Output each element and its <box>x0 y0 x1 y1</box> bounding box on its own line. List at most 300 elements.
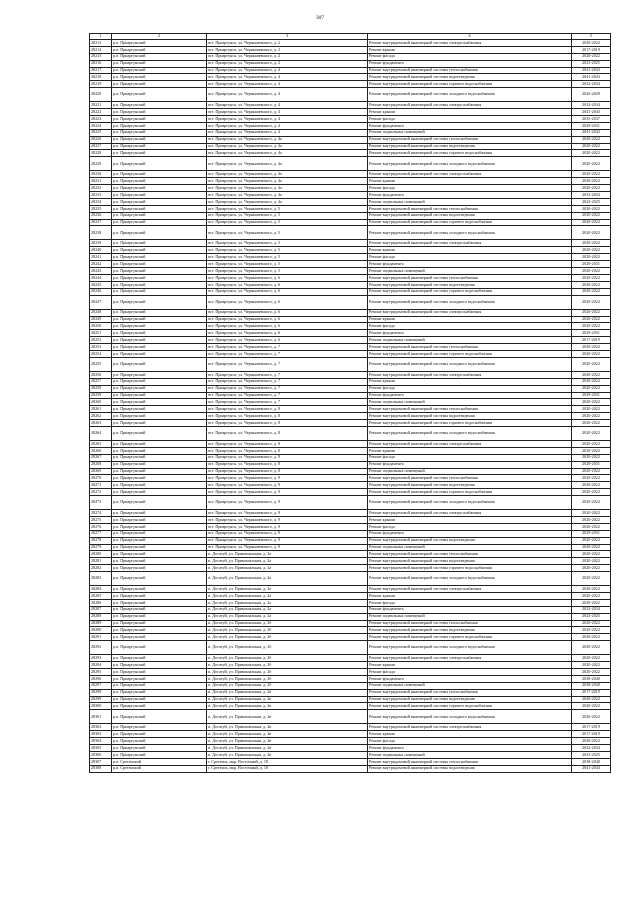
table-row <box>90 81 611 88</box>
cell-work-type: Ремонт внутридомовой инженерной системы водоотведения <box>368 413 572 420</box>
cell-address: п. Досатуй, ул. Привокзальная, д. 2б <box>207 675 368 682</box>
cell-address: пгт. Приаргунск, ул. Чернышевского, д. 9 <box>207 489 368 496</box>
cell-address: пгт. Приаргунск, ул. Чернышевского, д. 4а <box>207 192 368 199</box>
cell-work-type: Ремонт крыши <box>368 109 572 116</box>
cell-period: 2020-2022 <box>572 185 611 192</box>
table-row <box>90 572 611 586</box>
cell-address: пгт. Приаргунск, ул. Чернышевского, д. 4а <box>207 136 368 143</box>
cell-address: пгт. Приаргунск, ул. Чернышевского, д. 4 <box>207 67 368 74</box>
cell-address: п. Досатуй, ул. Привокзальная, д. 2а <box>207 606 368 613</box>
table-row <box>90 420 611 427</box>
table-row <box>90 461 611 468</box>
cell-work-type: Ремонт внутридомовой инженерной системы холодного водоснабжения <box>368 641 572 655</box>
cell-row-number: 28219 <box>90 81 112 88</box>
table-row <box>90 281 611 288</box>
cell-address: пгт. Приаргунск, ул. Чернышевского, д. 6 <box>207 323 368 330</box>
cell-municipality: р.п. Приаргунский <box>112 516 207 523</box>
cell-municipality: р.п. Приаргунский <box>112 288 207 295</box>
table-row <box>90 205 611 212</box>
cell-address: пгт. Приаргунск, ул. Чернышевского, д. 9 <box>207 544 368 551</box>
table-row <box>90 185 611 192</box>
cell-municipality: р.п. Приаргунский <box>112 67 207 74</box>
cell-period: 2020-2022 <box>572 696 611 703</box>
cell-period: 2020-2022 <box>572 240 611 247</box>
cell-row-number: 28230 <box>90 171 112 178</box>
cell-address: пгт. Приаргунск, ул. Чернышевского, д. 5 <box>207 219 368 226</box>
cell-municipality: р.п. Приаргунский <box>112 675 207 682</box>
cell-address: пгт. Приаргунск, ул. Чернышевского, д. 7 <box>207 371 368 378</box>
cell-period: 2020-2022 <box>572 309 611 316</box>
cell-row-number: 28277 <box>90 530 112 537</box>
cell-period: 2029-2031 <box>572 392 611 399</box>
cell-address: пгт. Приаргунск, ул. Чернышевского, д. 5 <box>207 254 368 261</box>
table-row <box>90 323 611 330</box>
cell-work-type: Ремонт внутридомовой инженерной системы водоотведения <box>368 281 572 288</box>
cell-row-number: 28304 <box>90 738 112 745</box>
cell-row-number: 28255 <box>90 357 112 371</box>
table-row <box>90 268 611 275</box>
cell-address: пгт. Приаргунск, ул. Чернышевского, д. 4 <box>207 116 368 123</box>
cell-row-number: 28299 <box>90 696 112 703</box>
table-row <box>90 731 611 738</box>
table-row <box>90 74 611 81</box>
cell-work-type: Ремонт внутридомовой инженерной системы водоотведения <box>368 482 572 489</box>
cell-work-type: Ремонт крыши <box>368 447 572 454</box>
cell-work-type: Ремонт внутридомовой инженерной системы теплоснабжения <box>368 136 572 143</box>
cell-row-number: 28237 <box>90 219 112 226</box>
cell-row-number: 28236 <box>90 212 112 219</box>
cell-work-type: Ремонт внутридомовой инженерной системы водоотведения <box>368 696 572 703</box>
cell-period: 2017-2019 <box>572 337 611 344</box>
cell-row-number: 28253 <box>90 344 112 351</box>
cell-municipality: р.п. Приаргунский <box>112 240 207 247</box>
cell-work-type: Ремонт фундамента <box>368 192 572 199</box>
cell-address: пгт. Приаргунск, ул. Чернышевского, д. 2 <box>207 60 368 67</box>
cell-address: пгт. Приаргунск, ул. Чернышевского, д. 5 <box>207 212 368 219</box>
cell-work-type: Ремонт фундамента <box>368 392 572 399</box>
table-row <box>90 565 611 572</box>
cell-row-number: 28218 <box>90 74 112 81</box>
cell-municipality: р.п. Приаргунский <box>112 447 207 454</box>
table-row <box>90 710 611 724</box>
cell-period: 2041-2043 <box>572 74 611 81</box>
table-row <box>90 102 611 109</box>
table-body <box>90 40 611 773</box>
cell-municipality: р.п. Приаргунский <box>112 295 207 309</box>
cell-period: 2020-2022 <box>572 523 611 530</box>
cell-address: пгт. Приаргунск, ул. Чернышевского, д. 2 <box>207 40 368 47</box>
cell-period: 2020-2022 <box>572 150 611 157</box>
cell-address: пгт. Приаргунск, ул. Чернышевского, д. 6 <box>207 295 368 309</box>
cell-municipality: р.п. Приаргунский <box>112 696 207 703</box>
cell-address: п. Досатуй, ул. Привокзальная, д. 2б <box>207 641 368 655</box>
table-row <box>90 724 611 731</box>
cell-row-number: 28227 <box>90 143 112 150</box>
cell-row-number: 28217 <box>90 67 112 74</box>
cell-period: 2020-2022 <box>572 627 611 634</box>
cell-row-number: 28284 <box>90 586 112 593</box>
cell-row-number: 28283 <box>90 572 112 586</box>
cell-work-type: Ремонт подвальных помещений <box>368 129 572 136</box>
cell-municipality: р.п. Приаргунский <box>112 185 207 192</box>
cell-municipality: р.п. Приаргунский <box>112 316 207 323</box>
cell-address: пгт. Приаргунск, ул. Чернышевского, д. 8 <box>207 420 368 427</box>
table-row <box>90 295 611 309</box>
cell-period: 2020-2022 <box>572 247 611 254</box>
table-row <box>90 696 611 703</box>
cell-period: 2020-2022 <box>572 157 611 171</box>
cell-row-number: 28272 <box>90 489 112 496</box>
cell-period: 2020-2022 <box>572 641 611 655</box>
cell-address: п. Досатуй, ул. Привокзальная, д. 2в <box>207 724 368 731</box>
cell-row-number: 28224 <box>90 122 112 129</box>
cell-row-number: 28245 <box>90 281 112 288</box>
cell-period: 2020-2022 <box>572 399 611 406</box>
table-row <box>90 738 611 745</box>
cell-work-type: Ремонт крыши <box>368 316 572 323</box>
table-row <box>90 426 611 440</box>
cell-address: г. Сретенск, мкр. Восточный, д. 18 <box>207 765 368 772</box>
cell-row-number: 28296 <box>90 675 112 682</box>
cell-period: 2020-2022 <box>572 440 611 447</box>
cell-municipality: р.п. Приаргунский <box>112 751 207 758</box>
cell-municipality: р.п. Приаргунский <box>112 357 207 371</box>
cell-address: п. Досатуй, ул. Привокзальная, д. 2б <box>207 620 368 627</box>
cell-address: пгт. Приаргунск, ул. Чернышевского, д. 8 <box>207 413 368 420</box>
cell-work-type: Ремонт фасада <box>368 523 572 530</box>
cell-municipality: р.п. Приаргунский <box>112 669 207 676</box>
cell-period: 2038-2040 <box>572 758 611 765</box>
cell-period: 2017-2019 <box>572 731 611 738</box>
cell-address: пгт. Приаргунск, ул. Чернышевского, д. 9 <box>207 510 368 517</box>
cell-period: 2020-2022 <box>572 406 611 413</box>
cell-row-number: 28259 <box>90 392 112 399</box>
cell-row-number: 28281 <box>90 558 112 565</box>
cell-address: п. Досатуй, ул. Привокзальная, д. 2б <box>207 662 368 669</box>
cell-address: пгт. Приаргунск, ул. Чернышевского, д. 7 <box>207 357 368 371</box>
cell-work-type: Ремонт внутридомовой инженерной системы электроснабжения <box>368 240 572 247</box>
cell-period: 2038-2040 <box>572 682 611 689</box>
table-row <box>90 67 611 74</box>
column-header: 5 <box>572 34 611 40</box>
cell-work-type: Ремонт крыши <box>368 662 572 669</box>
cell-address: п. Досатуй, ул. Привокзальная, д. 2б <box>207 682 368 689</box>
cell-work-type: Ремонт крыши <box>368 247 572 254</box>
cell-work-type: Ремонт фасада <box>368 323 572 330</box>
cell-address: пгт. Приаргунск, ул. Чернышевского, д. 9 <box>207 482 368 489</box>
cell-row-number: 28286 <box>90 599 112 606</box>
cell-municipality: р.п. Приаргунский <box>112 392 207 399</box>
cell-work-type: Ремонт внутридомовой инженерной системы горячего водоснабжения <box>368 81 572 88</box>
cell-work-type: Ремонт подвальных помещений <box>368 337 572 344</box>
cell-row-number: 28263 <box>90 420 112 427</box>
table-row <box>90 523 611 530</box>
cell-work-type: Ремонт внутридомовой инженерной системы водоотведения <box>368 765 572 772</box>
cell-row-number: 28268 <box>90 461 112 468</box>
cell-work-type: Ремонт внутридомовой инженерной системы электроснабжения <box>368 724 572 731</box>
cell-municipality: р.п. Приаргунский <box>112 192 207 199</box>
column-header: 4 <box>368 34 572 40</box>
table-row <box>90 758 611 765</box>
cell-municipality: р.п. Приаргунский <box>112 344 207 351</box>
cell-address: п. Досатуй, ул. Привокзальная, д. 2а <box>207 558 368 565</box>
cell-municipality: р.п. Приаргунский <box>112 122 207 129</box>
cell-row-number: 28291 <box>90 634 112 641</box>
cell-period: 2020-2022 <box>572 551 611 558</box>
cell-address: пгт. Приаргунск, ул. Чернышевского, д. 4а <box>207 198 368 205</box>
cell-work-type: Ремонт фасада <box>368 116 572 123</box>
table-row <box>90 468 611 475</box>
cell-address: пгт. Приаргунск, ул. Чернышевского, д. 8 <box>207 426 368 440</box>
cell-municipality: р.п. Приаргунский <box>112 53 207 60</box>
cell-municipality: р.п. Приаргунский <box>112 40 207 47</box>
cell-period: 2020-2022 <box>572 454 611 461</box>
cell-row-number: 28264 <box>90 426 112 440</box>
table-row <box>90 516 611 523</box>
cell-row-number: 28220 <box>90 88 112 102</box>
cell-work-type: Ремонт внутридомовой инженерной системы холодного водоснабжения <box>368 572 572 586</box>
cell-municipality: р.п. Приаргунский <box>112 81 207 88</box>
table-row <box>90 558 611 565</box>
table-row <box>90 530 611 537</box>
table-row <box>90 178 611 185</box>
cell-row-number: 28225 <box>90 129 112 136</box>
cell-period: 2020-2022 <box>572 710 611 724</box>
cell-municipality: р.п. Приаргунский <box>112 613 207 620</box>
table-row <box>90 116 611 123</box>
cell-work-type: Ремонт внутридомовой инженерной системы водоотведения <box>368 537 572 544</box>
cell-period: 2020-2022 <box>572 510 611 517</box>
cell-municipality: р.п. Приаргунский <box>112 454 207 461</box>
cell-row-number: 28244 <box>90 274 112 281</box>
cell-municipality: р.п. Приаргунский <box>112 565 207 572</box>
cell-work-type: Ремонт фундамента <box>368 530 572 537</box>
cell-work-type: Ремонт крыши <box>368 516 572 523</box>
cell-row-number: 28228 <box>90 150 112 157</box>
cell-municipality: р.п. Приаргунский <box>112 523 207 530</box>
table-row <box>90 261 611 268</box>
cell-address: пгт. Приаргунск, ул. Чернышевского, д. 7 <box>207 399 368 406</box>
cell-municipality: р.п. Приаргунский <box>112 109 207 116</box>
cell-work-type: Ремонт фасада <box>368 738 572 745</box>
cell-period: 2020-2022 <box>572 447 611 454</box>
cell-work-type: Ремонт фундамента <box>368 122 572 129</box>
table-row <box>90 627 611 634</box>
table-row <box>90 350 611 357</box>
table-row <box>90 586 611 593</box>
cell-period: 2020-2022 <box>572 53 611 60</box>
cell-address: пгт. Приаргунск, ул. Чернышевского, д. 2 <box>207 46 368 53</box>
table-row <box>90 330 611 337</box>
cell-address: пгт. Приаргунск, ул. Чернышевского, д. 8 <box>207 468 368 475</box>
cell-period: 2020-2022 <box>572 599 611 606</box>
cell-row-number: 28262 <box>90 413 112 420</box>
table-row <box>90 593 611 600</box>
table-row <box>90 109 611 116</box>
cell-municipality: р.п. Приаргунский <box>112 198 207 205</box>
cell-municipality: р.п. Приаргунский <box>112 178 207 185</box>
table-row <box>90 344 611 351</box>
cell-row-number: 28297 <box>90 682 112 689</box>
cell-municipality: р.п. Приаргунский <box>112 88 207 102</box>
cell-row-number: 28293 <box>90 655 112 662</box>
cell-address: п. Досатуй, ул. Привокзальная, д. 2в <box>207 738 368 745</box>
cell-municipality: р.п. Сретенский <box>112 765 207 772</box>
cell-municipality: р.п. Приаргунский <box>112 150 207 157</box>
cell-address: пгт. Приаргунск, ул. Чернышевского, д. 4а <box>207 171 368 178</box>
cell-municipality: р.п. Приаргунский <box>112 482 207 489</box>
cell-municipality: р.п. Приаргунский <box>112 599 207 606</box>
cell-row-number: 28242 <box>90 261 112 268</box>
table-row <box>90 143 611 150</box>
cell-work-type: Ремонт фундамента <box>368 261 572 268</box>
cell-row-number: 28246 <box>90 288 112 295</box>
cell-period: 2020-2022 <box>572 634 611 641</box>
cell-work-type: Ремонт внутридомовой инженерной системы теплоснабжения <box>368 205 572 212</box>
cell-municipality: р.п. Приаргунский <box>112 309 207 316</box>
cell-address: п. Досатуй, ул. Привокзальная, д. 2а <box>207 613 368 620</box>
cell-municipality: р.п. Приаргунский <box>112 606 207 613</box>
cell-row-number: 28213 <box>90 40 112 47</box>
table-row <box>90 669 611 676</box>
table-row <box>90 745 611 752</box>
cell-row-number: 28303 <box>90 731 112 738</box>
cell-row-number: 28256 <box>90 371 112 378</box>
table-row <box>90 288 611 295</box>
cell-address: п. Досатуй, ул. Привокзальная, д. 2в <box>207 710 368 724</box>
cell-row-number: 28290 <box>90 627 112 634</box>
column-header: 2 <box>112 34 207 40</box>
table-row <box>90 378 611 385</box>
cell-row-number: 28279 <box>90 544 112 551</box>
cell-row-number: 28308 <box>90 765 112 772</box>
cell-address: пгт. Приаргунск, ул. Чернышевского, д. 7 <box>207 344 368 351</box>
cell-municipality: р.п. Приаргунский <box>112 143 207 150</box>
cell-work-type: Ремонт внутридомовой инженерной системы холодного водоснабжения <box>368 357 572 371</box>
cell-address: пгт. Приаргунск, ул. Чернышевского, д. 4а <box>207 150 368 157</box>
table-row <box>90 510 611 517</box>
table-row <box>90 613 611 620</box>
cell-municipality: р.п. Приаргунский <box>112 157 207 171</box>
cell-period: 2020-2022 <box>572 669 611 676</box>
cell-address: пгт. Приаргунск, ул. Чернышевского, д. 2 <box>207 53 368 60</box>
cell-row-number: 28280 <box>90 551 112 558</box>
cell-row-number: 28273 <box>90 496 112 510</box>
cell-work-type: Ремонт подвальных помещений <box>368 468 572 475</box>
table-row <box>90 129 611 136</box>
cell-row-number: 28301 <box>90 710 112 724</box>
cell-address: п. Досатуй, ул. Привокзальная, д. 2в <box>207 689 368 696</box>
cell-period: 2020-2022 <box>572 572 611 586</box>
cell-row-number: 28294 <box>90 662 112 669</box>
cell-address: п. Досатуй, ул. Привокзальная, д. 2в <box>207 745 368 752</box>
table-row <box>90 316 611 323</box>
cell-period: 2020-2022 <box>572 482 611 489</box>
cell-work-type: Ремонт внутридомовой инженерной системы теплоснабжения <box>368 620 572 627</box>
cell-municipality: р.п. Приаргунский <box>112 655 207 662</box>
cell-row-number: 28295 <box>90 669 112 676</box>
cell-address: пгт. Приаргунск, ул. Чернышевского, д. 9 <box>207 523 368 530</box>
cell-period: 2020-2022 <box>572 565 611 572</box>
table-row <box>90 496 611 510</box>
table-row <box>90 399 611 406</box>
page-number: 307 <box>315 15 325 21</box>
cell-municipality: р.п. Приаргунский <box>112 558 207 565</box>
cell-period: 2020-2022 <box>572 219 611 226</box>
cell-work-type: Ремонт внутридомовой инженерной системы холодного водоснабжения <box>368 226 572 240</box>
cell-work-type: Ремонт внутридомовой инженерной системы теплоснабжения <box>368 551 572 558</box>
cell-address: п. Досатуй, ул. Привокзальная, д. 2в <box>207 696 368 703</box>
table-row <box>90 150 611 157</box>
cell-period: 2029-2031 <box>572 530 611 537</box>
cell-address: п. Досатуй, ул. Привокзальная, д. 2б <box>207 669 368 676</box>
cell-municipality: р.п. Приаргунский <box>112 551 207 558</box>
cell-row-number: 28222 <box>90 109 112 116</box>
cell-municipality: р.п. Приаргунский <box>112 724 207 731</box>
cell-period: 2020-2022 <box>572 544 611 551</box>
cell-address: пгт. Приаргунск, ул. Чернышевского, д. 6 <box>207 337 368 344</box>
cell-period: 2020-2022 <box>572 268 611 275</box>
cell-row-number: 28278 <box>90 537 112 544</box>
cell-address: п. Досатуй, ул. Привокзальная, д. 2а <box>207 593 368 600</box>
cell-municipality: р.п. Приаргунский <box>112 745 207 752</box>
cell-work-type: Ремонт внутридомовой инженерной системы горячего водоснабжения <box>368 703 572 710</box>
cell-row-number: 28267 <box>90 454 112 461</box>
cell-municipality: р.п. Приаргунский <box>112 406 207 413</box>
cell-address: пгт. Приаргунск, ул. Чернышевского, д. 4 <box>207 129 368 136</box>
cell-period: 2029-2031 <box>572 261 611 268</box>
cell-period: 2020-2022 <box>572 136 611 143</box>
cell-work-type: Ремонт подвальных помещений <box>368 613 572 620</box>
cell-work-type: Ремонт внутридомовой инженерной системы водоотведения <box>368 74 572 81</box>
cell-period: 2020-2022 <box>572 468 611 475</box>
cell-work-type: Ремонт фундамента <box>368 745 572 752</box>
cell-address: пгт. Приаргунск, ул. Чернышевского, д. 5 <box>207 226 368 240</box>
cell-row-number: 28229 <box>90 157 112 171</box>
cell-municipality: р.п. Приаргунский <box>112 620 207 627</box>
cell-address: пгт. Приаргунск, ул. Чернышевского, д. 4 <box>207 109 368 116</box>
cell-period: 2017-2019 <box>572 689 611 696</box>
cell-row-number: 28292 <box>90 641 112 655</box>
cell-row-number: 28240 <box>90 247 112 254</box>
table-row <box>90 337 611 344</box>
cell-row-number: 28223 <box>90 116 112 123</box>
cell-row-number: 28270 <box>90 475 112 482</box>
cell-period: 2032-2034 <box>572 745 611 752</box>
table-row <box>90 655 611 662</box>
table-row <box>90 46 611 53</box>
cell-municipality: р.п. Приаргунский <box>112 46 207 53</box>
cell-row-number: 28233 <box>90 192 112 199</box>
cell-period: 2029-2031 <box>572 330 611 337</box>
cell-row-number: 28300 <box>90 703 112 710</box>
cell-municipality: р.п. Приаргунский <box>112 212 207 219</box>
cell-period: 2035-2037 <box>572 116 611 123</box>
cell-work-type: Ремонт подвальных помещений <box>368 268 572 275</box>
cell-period: 2020-2022 <box>572 178 611 185</box>
cell-address: п. Досатуй, ул. Привокзальная, д. 2а <box>207 599 368 606</box>
cell-municipality: р.п. Приаргунский <box>112 226 207 240</box>
cell-address: пгт. Приаргунск, ул. Чернышевского, д. 5 <box>207 205 368 212</box>
cell-municipality: р.п. Приаргунский <box>112 496 207 510</box>
cell-work-type: Ремонт подвальных помещений <box>368 399 572 406</box>
cell-address: пгт. Приаргунск, ул. Чернышевского, д. 6 <box>207 288 368 295</box>
cell-row-number: 28302 <box>90 724 112 731</box>
cell-address: пгт. Приаргунск, ул. Чернышевского, д. 6 <box>207 330 368 337</box>
cell-work-type: Ремонт внутридомовой инженерной системы электроснабжения <box>368 171 572 178</box>
cell-period: 2020-2022 <box>572 413 611 420</box>
cell-work-type: Ремонт крыши <box>368 731 572 738</box>
